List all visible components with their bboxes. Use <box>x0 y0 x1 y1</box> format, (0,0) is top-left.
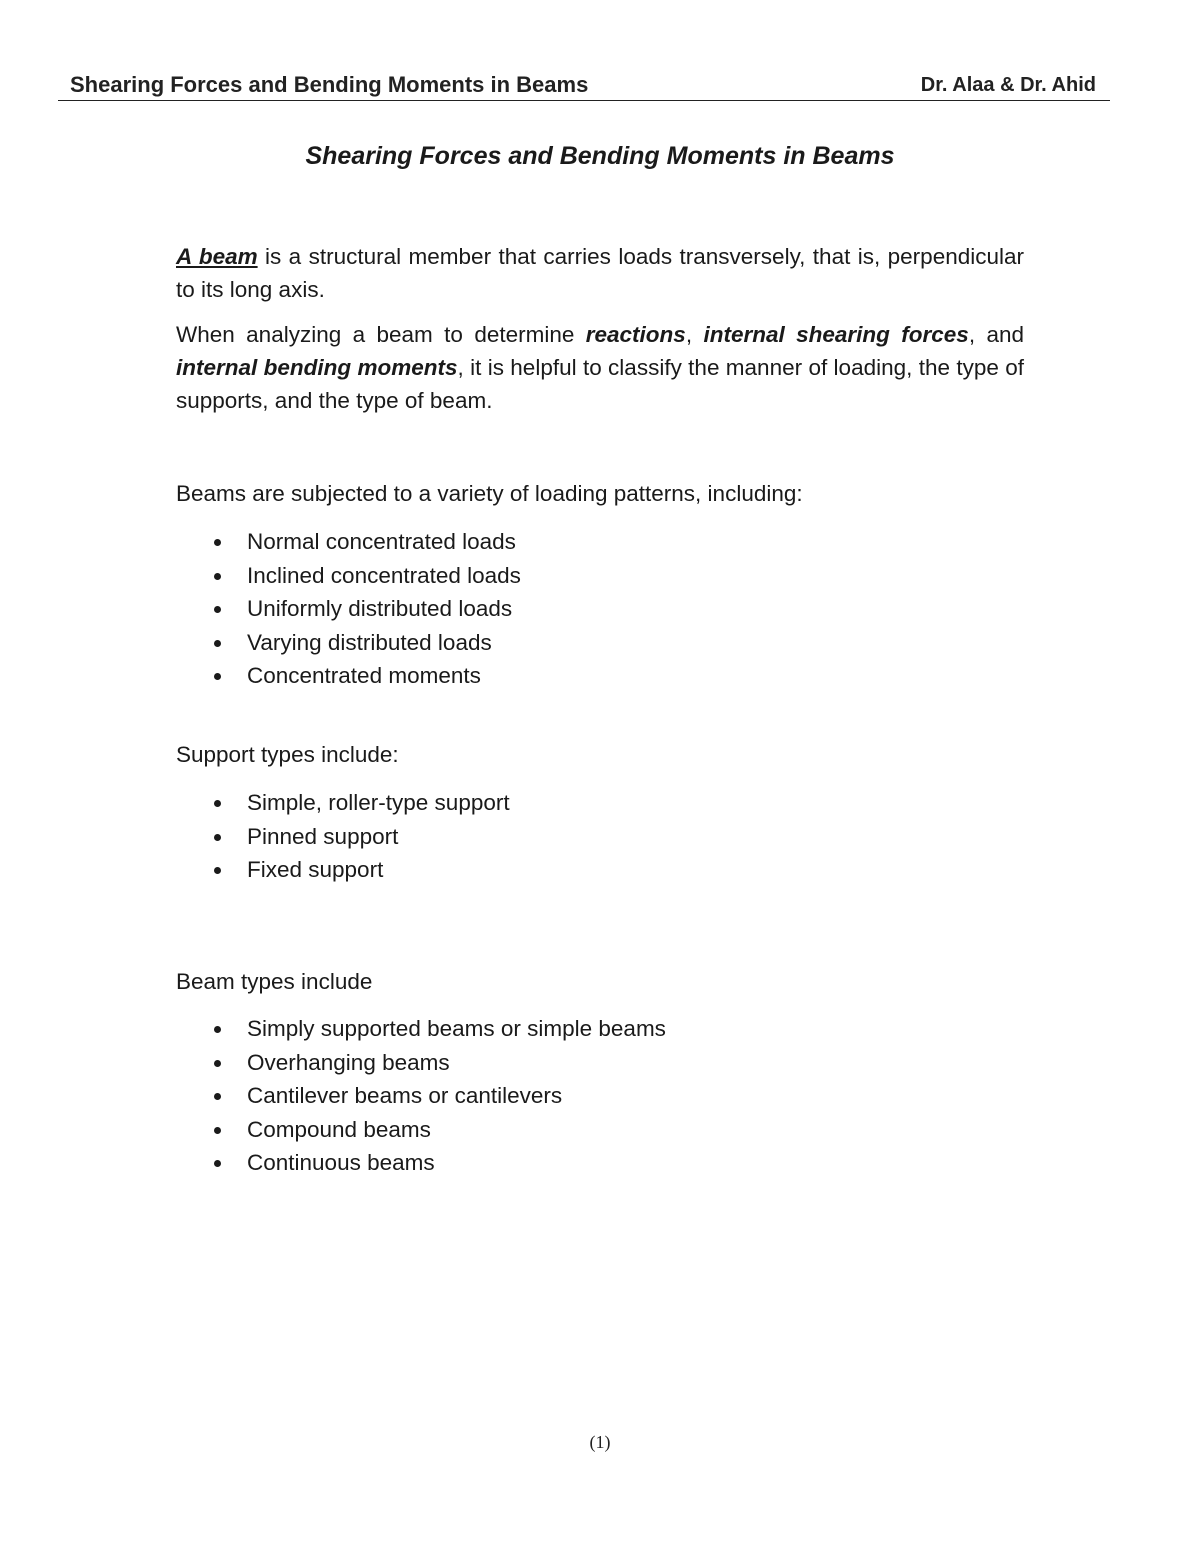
list-item <box>176 525 521 559</box>
list-item-text: Uniformly distributed loads <box>247 596 513 621</box>
list-item <box>176 659 521 693</box>
loading-list <box>176 525 521 693</box>
bullet-icon <box>214 1093 221 1100</box>
loading-intro: Beams are subjected to a variety of loading patterns, including: <box>176 481 803 506</box>
list-item <box>176 786 510 820</box>
beam-term: A beam <box>176 244 258 269</box>
page-header <box>58 66 1110 101</box>
list-item <box>176 1146 666 1180</box>
list-item <box>176 1113 666 1147</box>
list-item-text: Inclined concentrated loads <box>247 562 521 588</box>
list-item <box>176 1079 666 1113</box>
bullet-icon <box>214 1160 221 1167</box>
analysis-text-3: , and <box>968 322 1024 347</box>
beam-types-intro: Beam types include <box>176 969 373 994</box>
list-item-text: Simply supported beams or simple beams <box>247 1016 666 1041</box>
page-number: (1) <box>589 1432 611 1452</box>
bullet-icon <box>214 867 221 874</box>
bullet-icon <box>214 640 221 647</box>
term-internal-bending-moments: internal bending moments <box>176 355 458 380</box>
bullet-icon <box>214 1060 221 1067</box>
list-item <box>176 626 521 660</box>
list-item-text: Normal concentrated loads <box>247 529 516 554</box>
term-reactions: reactions <box>585 322 686 347</box>
bullet-icon <box>214 573 221 580</box>
document-title: Shearing Forces and Bending Moments in Beams <box>305 142 895 170</box>
bullet-icon <box>214 800 221 807</box>
list-item <box>176 1012 666 1046</box>
analysis-text-2: , <box>685 322 704 347</box>
list-item-text: Simple, roller-type support <box>247 790 510 815</box>
analysis-paragraph <box>176 318 1024 417</box>
analysis-text-4: , it is helpful to classify the manner of loading, the type of supports, and the type of beam. <box>176 355 1025 413</box>
bullet-icon <box>214 1026 221 1033</box>
support-list <box>176 786 510 887</box>
bullet-icon <box>214 673 221 680</box>
list-item-text: Concentrated moments <box>247 663 481 688</box>
list-item-text: Compound beams <box>247 1116 431 1142</box>
list-item-text: Varying distributed loads <box>247 629 492 655</box>
beam-types-list <box>176 1012 666 1180</box>
term-internal-shearing-forces: internal shearing forces <box>703 322 969 347</box>
list-item-text: Continuous beams <box>247 1150 435 1175</box>
list-item <box>176 1046 666 1080</box>
header-authors: Dr. Alaa & Dr. Ahid <box>920 74 1096 96</box>
list-item-text: Fixed support <box>247 857 384 882</box>
list-item-text: Pinned support <box>247 823 399 849</box>
list-item <box>176 592 521 626</box>
beam-definition-text: is a structural member that carries loads transversely, that is, perpendicular to its long axis. <box>176 244 1024 302</box>
list-item <box>176 853 510 887</box>
analysis-text-1: When analyzing a beam to determine <box>176 322 586 347</box>
bullet-icon <box>214 834 221 841</box>
support-intro: Support types include: <box>176 742 399 767</box>
beam-definition-paragraph <box>176 240 1024 306</box>
bullet-icon <box>214 606 221 613</box>
bullet-icon <box>214 1127 221 1134</box>
header-title: Shearing Forces and Bending Moments in Beams <box>70 72 589 97</box>
list-item <box>176 820 510 854</box>
list-item <box>176 559 521 593</box>
bullet-icon <box>214 539 221 546</box>
list-item-text: Overhanging beams <box>247 1049 450 1075</box>
list-item-text: Cantilever beams or cantilevers <box>247 1083 563 1108</box>
